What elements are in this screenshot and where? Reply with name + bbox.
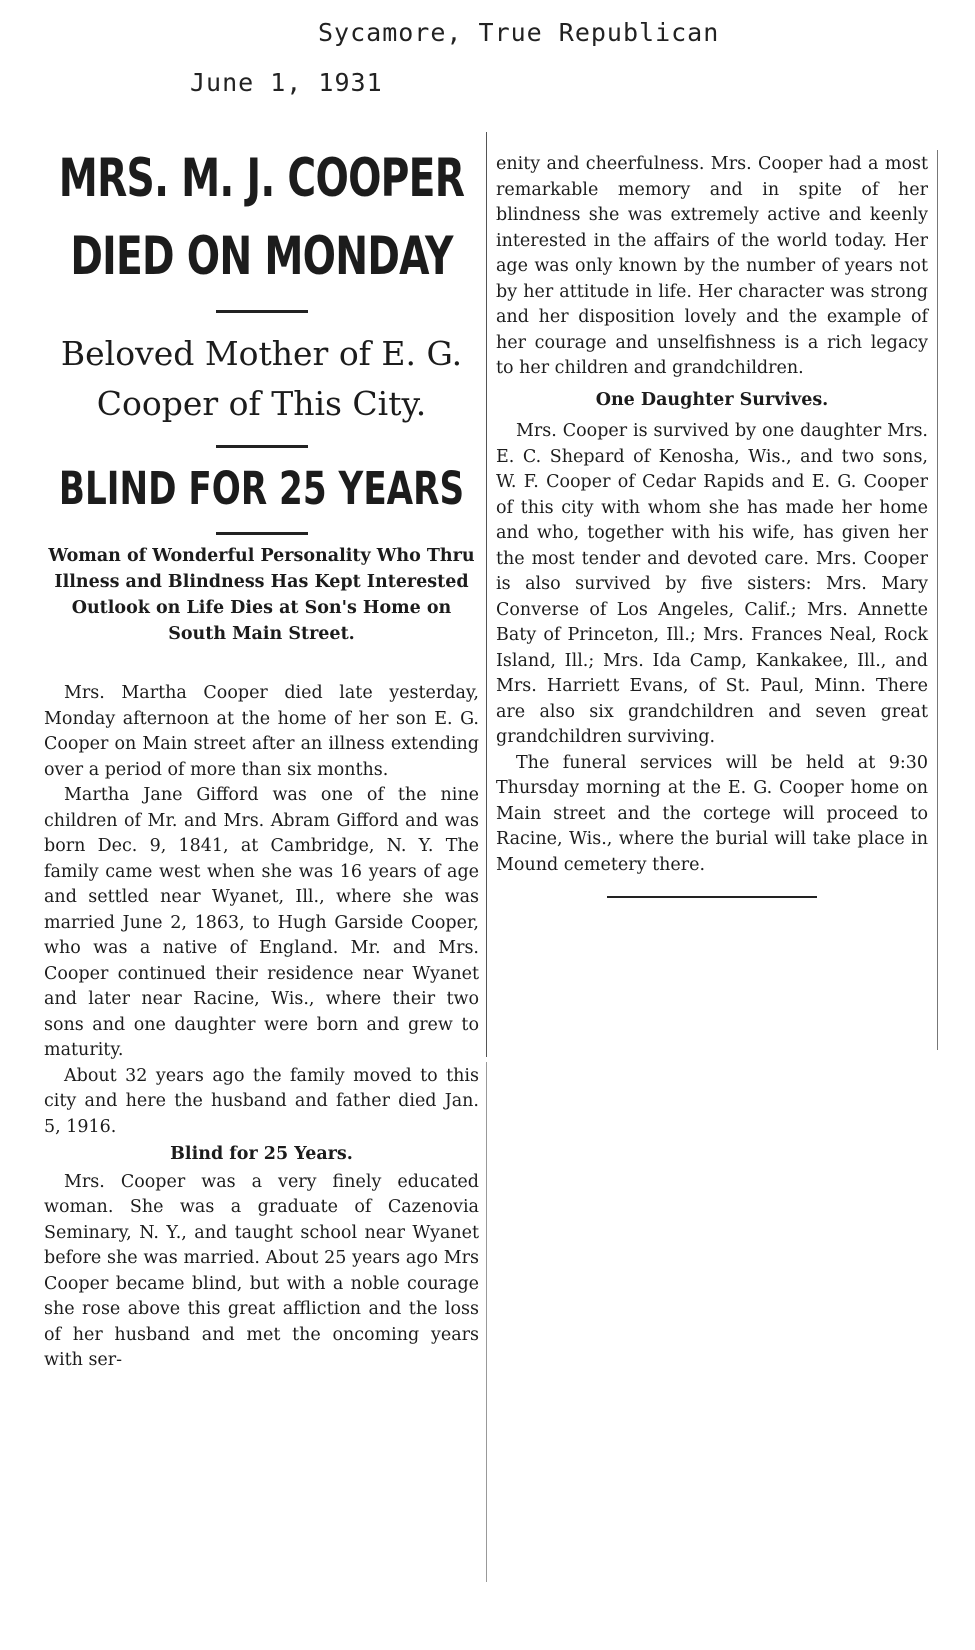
column-divider	[486, 1062, 487, 1582]
subheadline-line-2: Cooper of This City.	[96, 384, 427, 423]
headline-rule	[216, 445, 308, 448]
headline-line-3: BLIND FOR 25 YEARS	[58, 462, 465, 515]
headline-line-1: MRS. M. J. COOPER	[58, 148, 465, 209]
end-rule	[607, 896, 817, 898]
body-paragraph: Mrs. Martha Cooper died late yesterday, Monday afternoon at the home of her son E. G. Cooper on Main street after an illness extending over a period of more than six months.	[44, 683, 479, 780]
deck-summary: Woman of Wonderful Personality Who Thru Illness and Blindness Has Kept Interested Outlook on Life Dies at Son's Home on South Main Street.	[48, 546, 475, 644]
body-paragraph: enity and cheerfulness. Mrs. Cooper had a most remarkable memory and in spite of her blindness she was extremely active and keenly interested in the affairs of the world today. Her age was only known by the number of years not by her attitude in life. Her character was strong and her disposition lovely and the example of her courage and unselfishness is a rich legacy to her children and grandchildren.	[496, 154, 928, 378]
section-subhead: One Daughter Survives.	[595, 389, 829, 410]
body-paragraph: Mrs. Cooper was a very finely educated woman. She was a graduate of Cazenovia Seminary, N. Y., and taught school near Wyanet before she was married. About 25 years ago Mrs Cooper became blind, but with a noble courage she rose above this great affliction and the loss of her husband and met the oncoming years with ser-	[44, 1171, 479, 1370]
body-paragraph: The funeral services will be held at 9:30 Thursday morning at the E. G. Cooper home on Main street and the cortege will proceed to Racine, Wis., where the burial will take place in Mound cemetery there.	[496, 752, 928, 875]
source-line: Sycamore, True Republican	[318, 18, 720, 47]
body-paragraph: About 32 years ago the family moved to this city and here the husband and father died Jan. 5, 1916.	[44, 1065, 479, 1137]
body-paragraph: Martha Jane Gifford was one of the nine children of Mr. and Mrs. Abram Gifford and was born Dec. 9, 1841, at Cambridge, N. Y. The family came west when she was 16 years of age and settled near Wyanet, Ill., where she was married June 2, 1863, to Hugh Garside Cooper, who was a native of England. Mr. and Mrs. Cooper continued their residence near Wyanet and later near Racine, Wis., where their two sons and one daughter were born and grew to maturity.	[44, 785, 479, 1060]
column-divider	[486, 132, 487, 1057]
subheadline-line-1: Beloved Mother of E. G.	[60, 334, 463, 373]
body-paragraph: Mrs. Cooper is survived by one daughter Mrs. E. C. Shepard of Kenosha, Wis., and two sons, W. F. Cooper of Cedar Rapids and E. G. Cooper of this city with whom she has made her home and who, together with his wife, has given her the most tender and devoted care. Mrs. Cooper is also survived by five sisters: Mrs. Mary Converse of Los Angeles, Calif.; Mrs. Annette Baty of Princeton, Ill.; Mrs. Frances Neal, Rock Island, Ill.; Mrs. Ida Camp, Kankakee, Ill., and Mrs. Harriett Evans, of St. Paul, Minn. There are also six grandchildren and seven great grandchildren surviving.	[496, 421, 928, 747]
section-subhead: Blind for 25 Years.	[170, 1144, 353, 1164]
right-column	[496, 152, 928, 898]
headline-rule	[216, 532, 308, 535]
right-border	[937, 150, 938, 1050]
publication-date: June 1, 1931	[190, 68, 383, 97]
left-column	[44, 140, 479, 1374]
headline-line-2: DIED ON MONDAY	[70, 226, 453, 287]
headline-rule	[216, 310, 308, 313]
